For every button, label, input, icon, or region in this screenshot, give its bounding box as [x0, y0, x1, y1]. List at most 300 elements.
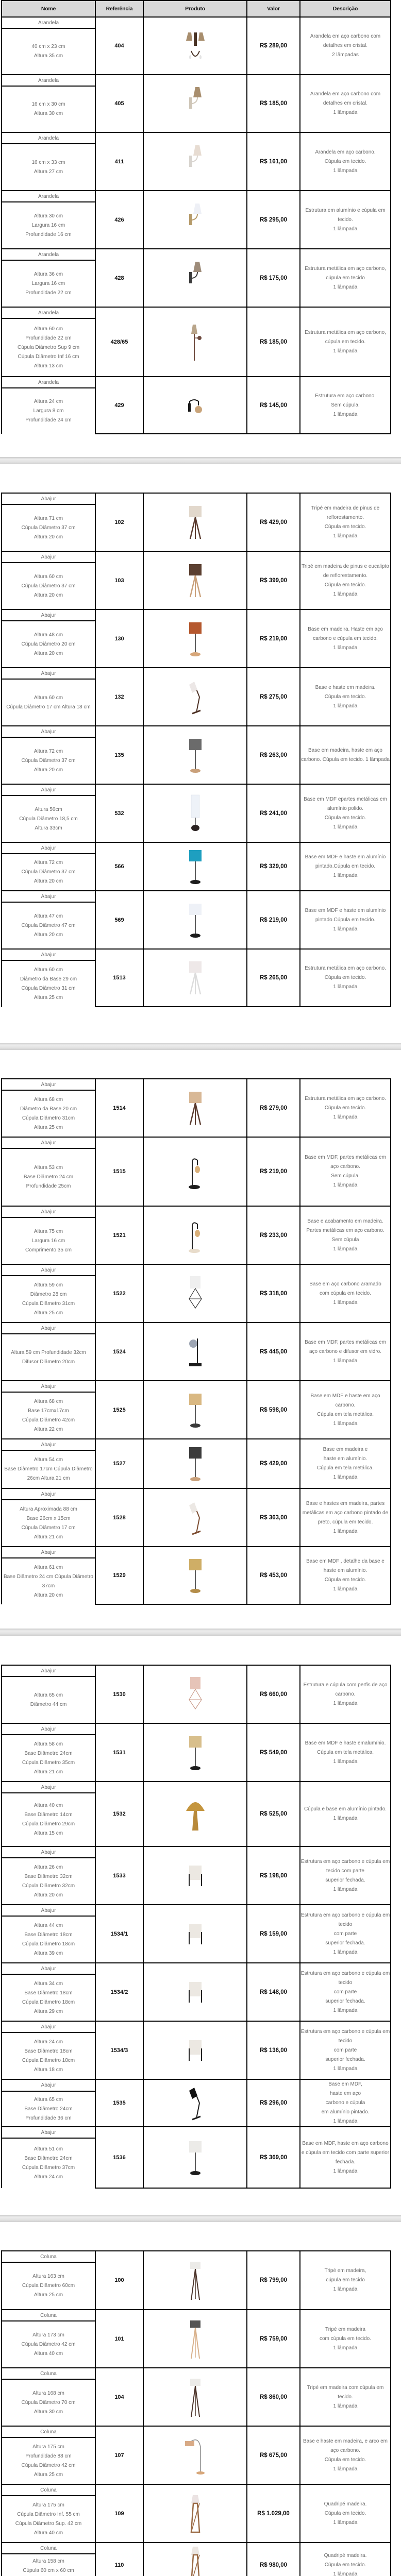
product-description: Quadripé madeira. Cúpula em tecido. 1 lâmpada — [300, 2484, 391, 2543]
product-reference: 1532 — [95, 1782, 143, 1846]
table-row — [2, 307, 391, 318]
product-image — [143, 2251, 247, 2310]
table-row — [2, 1264, 391, 1276]
product-description: Base e haste em madeira. Cúpula em tecido. 1 lâmpada — [300, 668, 391, 726]
product-price: R$ 185,00 — [247, 75, 300, 132]
product-description: Estrutura e cúpula com perfis de aço carbono. 1 lâmpada — [300, 1665, 391, 1723]
table-row — [2, 75, 391, 86]
product-price: R$ 799,00 — [247, 2251, 300, 2310]
product-description: Base em MDF e haste em aço carbono. Cúpula em tela metálica. 1 lâmpada — [300, 1381, 391, 1439]
product-name: Abajur — [2, 1782, 95, 1793]
drum-lamp-icon — [144, 1855, 246, 1896]
product-name: Abajur — [2, 1547, 95, 1558]
product-name: Abajur — [2, 1846, 95, 1858]
arc-floor-lamp-icon — [144, 2435, 246, 2476]
product-dimensions: Altura 72 cm Cúpula Diâmetro 37 cm Altura 20 cm — [2, 854, 95, 891]
product-reference: 1535 — [95, 2079, 143, 2127]
product-reference: 428/65 — [95, 307, 143, 377]
header-referencia: Referência — [95, 1, 143, 17]
product-price: R$ 198,00 — [247, 1846, 300, 1905]
product-dimensions: Altura 68 cm Diâmetro da Base 20 cm Cúpula Diâmetro 31cm Altura 25 cm — [2, 1090, 95, 1137]
product-reference: 104 — [95, 2368, 143, 2426]
drum-lamp-icon — [144, 2030, 246, 2071]
product-reference: 1527 — [95, 1439, 143, 1488]
product-price: R$ 241,00 — [247, 784, 300, 842]
product-image — [143, 377, 247, 434]
table-row — [2, 2543, 391, 2554]
product-dimensions: Altura 75 cm Largura 16 cm Comprimento 35 cm — [2, 1217, 95, 1264]
product-description: Tripé em madeira de pinus de reflorestamento. Cúpula em tecido. 1 lâmpada — [300, 493, 391, 551]
table-lamp-icon — [144, 618, 246, 659]
product-image — [143, 1439, 247, 1488]
product-reference: 1528 — [95, 1488, 143, 1547]
tripod-lamp-icon — [144, 957, 246, 998]
page-separator — [0, 1043, 401, 1050]
product-table — [1, 1078, 391, 1605]
product-price: R$ 329,00 — [247, 842, 300, 891]
product-reference: 132 — [95, 668, 143, 726]
product-image — [143, 2426, 247, 2484]
product-price: R$ 279,00 — [247, 1079, 300, 1137]
product-dimensions: Altura Aproximada 88 cm Base 26cm x 15cm Cúpula Diâmetro 17 cm Altura 21 cm — [2, 1500, 95, 1547]
table-row — [2, 1137, 391, 1148]
product-reference: 404 — [95, 17, 143, 75]
product-name: Abajur — [2, 1381, 95, 1392]
table-row — [2, 1905, 391, 1916]
product-image — [143, 2368, 247, 2426]
product-image — [143, 726, 247, 784]
table-row — [2, 949, 391, 960]
product-reference: 1534/2 — [95, 1963, 143, 2021]
product-image — [143, 75, 247, 132]
product-reference: 1530 — [95, 1665, 143, 1723]
product-description: Base em madeira e haste em alumínio. Cúpula em tela metálica. 1 lâmpada — [300, 1439, 391, 1488]
product-price: R$ 289,00 — [247, 17, 300, 75]
product-dimensions: Altura 44 cm Base Diâmetro 18cm Cúpula Diâmetro 18cm Altura 39 cm — [2, 1916, 95, 1963]
product-description: Base em MDF, partes metálicas em aço carbono e difusor em vidro. 1 lâmpada — [300, 1323, 391, 1381]
product-name: Arandela — [2, 249, 95, 260]
product-name: Arandela — [2, 307, 95, 318]
product-reference: 102 — [95, 493, 143, 551]
product-description: Estrutura em aço carbono. Sem cúpula. 1 lâmpada — [300, 377, 391, 434]
drum-lamp-icon — [144, 1972, 246, 2013]
product-name: Abajur — [2, 1137, 95, 1148]
product-dimensions: Altura 51 cm Base Diâmetro 24cm Cúpula Diâmetro 37cm Altura 24 cm — [2, 2138, 95, 2188]
product-reference: 1514 — [95, 1079, 143, 1137]
product-description: Estrutura em aço carbono e cúpula em tecido com parte superior fechada. 1 lâmpada — [300, 2021, 391, 2079]
product-description: Estrutura metálica em aço carbono, cúpula em tecido 1 lâmpada — [300, 249, 391, 307]
product-image — [143, 132, 247, 191]
product-image — [143, 1905, 247, 1963]
product-dimensions: Altura 61 cm Base Diâmetro 24 cm Cúpula Diâmetro 37cm Altura 20 cm — [2, 1558, 95, 1604]
product-image — [143, 1488, 247, 1547]
product-image — [143, 249, 247, 307]
table-row — [2, 1079, 391, 1090]
product-dimensions: 16 cm x 33 cm Altura 27 cm — [2, 144, 95, 191]
product-name: Abajur — [2, 1439, 95, 1450]
table-row — [2, 493, 391, 504]
product-description: Base em MDF epartes metálicas em alumínio polido. Cúpula em tecido. 1 lâmpada — [300, 784, 391, 842]
product-description: Arandela em aço carbono com detalhes em cristal. 2 lâmpadas — [300, 17, 391, 75]
product-dimensions: Altura 24 cm Largura 8 cm Profundidade 24 cm — [2, 388, 95, 434]
wire-lamp-icon — [144, 1674, 246, 1715]
product-price: R$ 525,00 — [247, 1782, 300, 1846]
product-description: Arandela em aço carbono com detalhes em cristal. 1 lâmpada — [300, 75, 391, 132]
product-image — [143, 1079, 247, 1137]
product-image — [143, 1206, 247, 1264]
header-nome: Nome — [2, 1, 95, 17]
product-reference: 566 — [95, 842, 143, 891]
product-name: Arandela — [2, 132, 95, 144]
product-price: R$ 549,00 — [247, 1723, 300, 1782]
product-dimensions: Altura 168 cm Cúpula Diâmetro 70 cm Altura 30 cm — [2, 2379, 95, 2426]
header-descricao: Descrição — [300, 1, 391, 17]
product-price: R$ 369,00 — [247, 2127, 300, 2188]
table-lamp-icon — [144, 735, 246, 776]
product-image — [143, 842, 247, 891]
product-price: R$ 453,00 — [247, 1547, 300, 1604]
product-image — [143, 949, 247, 1007]
product-dimensions: Altura 173 cm Cúpula Diâmetro 42 cm Altura 40 cm — [2, 2321, 95, 2368]
product-reference: 1524 — [95, 1323, 143, 1381]
product-dimensions: Altura 71 cm Cúpula Diâmetro 37 cm Altura 20 cm — [2, 504, 95, 551]
product-image — [143, 1665, 247, 1723]
table-row — [2, 609, 391, 621]
catalog-page — [0, 0, 401, 434]
product-price: R$ 860,00 — [247, 2368, 300, 2426]
desk-lamp-icon — [144, 676, 246, 718]
product-name: Abajur — [2, 1723, 95, 1735]
product-reference: 130 — [95, 609, 143, 668]
table-row — [2, 1963, 391, 1974]
product-price: R$ 148,00 — [247, 1963, 300, 2021]
product-image — [143, 1137, 247, 1206]
table-row — [2, 668, 391, 679]
product-description: Estrutura metálica em aço carbono, cúpula em tecido. 1 lâmpada — [300, 307, 391, 377]
product-name: Coluna — [2, 2251, 95, 2262]
product-price: R$ 219,00 — [247, 609, 300, 668]
product-dimensions: Altura 47 cm Cúpula Diâmetro 47 cm Altura 20 cm — [2, 902, 95, 949]
product-name: Arandela — [2, 17, 95, 28]
product-price: R$ 136,00 — [247, 2021, 300, 2079]
product-dimensions: Altura 163 cm Cúpula Diâmetro 60cm Altura 25 cm — [2, 2262, 95, 2310]
product-reference: 1529 — [95, 1547, 143, 1604]
product-reference: 1522 — [95, 1264, 143, 1323]
product-description: Quadripé madeira. Cúpula em tecido. 1 lâmpada — [300, 2543, 391, 2576]
product-description: Base em madeira. Haste em aço carbono e cúpula em tecido. 1 lâmpada — [300, 609, 391, 668]
product-image — [143, 2484, 247, 2543]
product-dimensions: Altura 68 cm Base 17cmx17cm Cúpula Diâmetro 42cm Altura 22 cm — [2, 1392, 95, 1439]
product-reference: 1525 — [95, 1381, 143, 1439]
product-description: Estrutura em aço carbono e cúpula em tecido com parte superior fechada. 1 lâmpada — [300, 1963, 391, 2021]
header-valor: Valor — [247, 1, 300, 17]
product-description: Estrutura em aço carbono e cúpula em tecido com parte superior fechada. 1 lâmpada — [300, 1905, 391, 1963]
product-dimensions: Altura 72 cm Cúpula Diâmetro 37 cm Altura 20 cm — [2, 737, 95, 784]
product-dimensions: Altura 30 cm Largura 16 cm Profundidade 16 cm — [2, 202, 95, 249]
product-price: R$ 159,00 — [247, 1905, 300, 1963]
product-reference: 426 — [95, 191, 143, 249]
product-image — [143, 1782, 247, 1846]
product-dimensions: Altura 36 cm Largura 16 cm Profundidade 22 cm — [2, 260, 95, 307]
product-name: Abajur — [2, 1206, 95, 1217]
table-row — [2, 1782, 391, 1793]
catalog-page — [0, 493, 401, 1007]
product-name: Abajur — [2, 2127, 95, 2138]
product-table — [1, 0, 391, 434]
catalog-page — [0, 1665, 401, 2189]
product-reference: 1533 — [95, 1846, 143, 1905]
product-dimensions: Altura 175 cm Cúpula Diâmetro Inf. 55 cm Cúpula Diâmetro Sup. 42 cm Altura 40 cm — [2, 2496, 95, 2543]
product-price: R$ 318,00 — [247, 1264, 300, 1323]
product-image — [143, 2543, 247, 2576]
product-table — [1, 493, 391, 1007]
product-dimensions: Altura 26 cm Base Diâmetro 32cm Cúpula Diâmetro 32cm Altura 20 cm — [2, 1858, 95, 1905]
product-name: Arandela — [2, 377, 95, 388]
product-price: R$ 363,00 — [247, 1488, 300, 1547]
product-reference: 429 — [95, 377, 143, 434]
product-image — [143, 1323, 247, 1381]
globe-lamp-icon — [144, 1331, 246, 1372]
product-dimensions: Altura 60 cm Diâmetro da Base 29 cm Cúpula Diâmetro 31 cm Altura 25 cm — [2, 960, 95, 1007]
product-description: Base em aço carbono aramado com cúpula em tecido. 1 lâmpada — [300, 1264, 391, 1323]
wall-lamp-icon — [144, 141, 246, 182]
tripod-lamp-icon — [144, 560, 246, 601]
product-price: R$ 233,00 — [247, 1206, 300, 1264]
product-price: R$ 175,00 — [247, 249, 300, 307]
product-name: Abajur — [2, 2021, 95, 2032]
product-name: Abajur — [2, 1323, 95, 1334]
product-description: Estrutura metálica em aço carbono. Cúpula em tecido. 1 lâmpada — [300, 1079, 391, 1137]
product-dimensions: Altura 65 cm Base Diâmetro 24cm Profundidade 36 cm — [2, 2091, 95, 2127]
product-dimensions: Altura 158 cm Cúpula 60 cm x 60 cm — [2, 2554, 95, 2576]
product-image — [143, 1381, 247, 1439]
tripod-lamp-icon — [144, 1088, 246, 1129]
table-row — [2, 1846, 391, 1858]
wall-lamp-icon — [144, 83, 246, 124]
page-separator — [0, 2215, 401, 2222]
product-image — [143, 2127, 247, 2188]
product-price: R$ 759,00 — [247, 2310, 300, 2368]
product-image — [143, 1264, 247, 1323]
product-name: Abajur — [2, 949, 95, 960]
table-row — [2, 1439, 391, 1450]
product-reference: 411 — [95, 132, 143, 191]
product-price: R$ 429,00 — [247, 1439, 300, 1488]
product-price: R$ 598,00 — [247, 1381, 300, 1439]
product-description: Base em MDF, partes metálicas em aço carbono. Sem cúpula. 1 lâmpada — [300, 1137, 391, 1206]
table-lamp-icon — [144, 846, 246, 887]
product-description: Base em MDF e haste em alumínio pintado.Cúpula em tecido. 1 lâmpada — [300, 891, 391, 949]
product-reference: 107 — [95, 2426, 143, 2484]
product-description: Base em MDF, haste em aço carbono e cúpula em tecido com parte superior fechada. 1 lâmpada — [300, 2127, 391, 2188]
product-description: Tripé em madeira com cúpula em tecido. 1 lâmpada — [300, 2310, 391, 2368]
product-reference: 1521 — [95, 1206, 143, 1264]
product-name: Abajur — [2, 668, 95, 679]
desk-lamp-icon — [144, 1497, 246, 1538]
product-name: Arandela — [2, 75, 95, 86]
wall-lamp-double-icon — [144, 25, 246, 66]
product-name: Abajur — [2, 2079, 95, 2091]
product-name: Abajur — [2, 891, 95, 902]
page-separator — [0, 1629, 401, 1636]
product-dimensions: Altura 40 cm Base Diâmetro 14cm Cúpula Diâmetro 29cm Altura 15 cm — [2, 1793, 95, 1846]
table-row — [2, 377, 391, 388]
product-dimensions: Altura 60 cm Profundidade 22 cm Cúpula Diâmetro Sup 9 cm Cúpula Diâmetro Inf 16 cm Altura 13 cm — [2, 318, 95, 377]
product-price: R$ 296,00 — [247, 2079, 300, 2127]
page-separator — [0, 457, 401, 464]
product-description: Base em MDF e haste em alumínio pintado.Cúpula em tecido. 1 lâmpada — [300, 842, 391, 891]
table-row — [2, 2368, 391, 2379]
product-description: Estrutura em aço carbono e cúpula em tecido com parte superior fechada. 1 lâmpada — [300, 1846, 391, 1905]
table-header-row — [2, 1, 391, 17]
product-image — [143, 493, 247, 551]
product-name: Abajur — [2, 1264, 95, 1276]
floor-tripod-lamp-icon — [144, 2377, 246, 2418]
wire-lamp-icon — [144, 1273, 246, 1314]
product-price: R$ 1.029,00 — [247, 2484, 300, 2543]
product-description: Base e acabamento em madeira. Partes metálicas em aço carbono. Sem cúpula 1 lâmpada — [300, 1206, 391, 1264]
header-produto: Produto — [143, 1, 247, 17]
tripod-lamp-icon — [144, 502, 246, 543]
product-dimensions: Altura 175 cm Profundidade 88 cm Cúpula Diâmetro 42 cm Altura 25 cm — [2, 2437, 95, 2484]
product-image — [143, 551, 247, 609]
product-reference: 1515 — [95, 1137, 143, 1206]
product-description: Base em madeira, haste em aço carbono. Cúpula em tecido. 1 lâmpada — [300, 726, 391, 784]
product-image — [143, 17, 247, 75]
table-row — [2, 1206, 391, 1217]
catalog-page — [0, 1078, 401, 1605]
floor-tripod-lamp-icon — [144, 2318, 246, 2360]
product-dimensions: Altura 60 cm Cúpula Diâmetro 17 cm Altura 18 cm — [2, 679, 95, 726]
bulb-lamp-icon — [144, 1151, 246, 1192]
product-reference: 110 — [95, 2543, 143, 2576]
product-dimensions: Altura 34 cm Base Diâmetro 18cm Cúpula Diâmetro 18cm Altura 29 cm — [2, 1974, 95, 2021]
table-row — [2, 1381, 391, 1392]
product-dimensions: Altura 58 cm Base Diâmetro 24cm Cúpula Diâmetro 35cm Altura 21 cm — [2, 1735, 95, 1782]
product-image — [143, 1963, 247, 2021]
product-price: R$ 429,00 — [247, 493, 300, 551]
table-row — [2, 1547, 391, 1558]
product-image — [143, 191, 247, 249]
product-name: Abajur — [2, 842, 95, 854]
table-row — [2, 1488, 391, 1500]
product-image — [143, 2079, 247, 2127]
product-name: Abajur — [2, 726, 95, 737]
table-row — [2, 191, 391, 202]
product-image — [143, 307, 247, 377]
floor-tripod-lamp-icon — [144, 2260, 246, 2301]
product-description: Base e hastes em madeira, partes metálicas em aço carbono pintado de preto, cúpula em tecido. 1 lâmpada — [300, 1488, 391, 1547]
table-lamp-icon — [144, 900, 246, 941]
mushroom-lamp-icon — [144, 1793, 246, 1835]
product-price: R$ 161,00 — [247, 132, 300, 191]
product-reference: 1531 — [95, 1723, 143, 1782]
product-image — [143, 1846, 247, 1905]
product-image — [143, 2310, 247, 2368]
table-row — [2, 2251, 391, 2262]
desk-lamp-icon — [144, 2082, 246, 2124]
product-reference: 109 — [95, 2484, 143, 2543]
product-image — [143, 668, 247, 726]
table-row — [2, 2310, 391, 2321]
product-name: Abajur — [2, 493, 95, 504]
table-row — [2, 2079, 391, 2091]
product-table — [1, 2250, 391, 2576]
product-price: R$ 145,00 — [247, 377, 300, 434]
floor-quadripod-lamp-icon — [144, 2545, 246, 2576]
table-row — [2, 2484, 391, 2496]
drum-lamp-icon — [144, 1913, 246, 1955]
product-description: Cúpula e base em alumínio pintado. 1 lâmpada — [300, 1782, 391, 1846]
table-lamp-icon — [144, 2137, 246, 2178]
product-description: Estrutura metálica em aço carbono. Cúpula em tecido. 1 lâmpada — [300, 949, 391, 1007]
table-row — [2, 842, 391, 854]
product-image — [143, 1723, 247, 1782]
product-price: R$ 660,00 — [247, 1665, 300, 1723]
tall-shade-lamp-icon — [144, 793, 246, 834]
table-row — [2, 891, 391, 902]
product-name: Arandela — [2, 191, 95, 202]
product-reference: 100 — [95, 2251, 143, 2310]
product-image — [143, 1547, 247, 1604]
product-price: R$ 219,00 — [247, 1137, 300, 1206]
product-description: Base e haste em madeira, e arco em aço carbono. Cúpula em tecido. 1 lâmpada — [300, 2426, 391, 2484]
product-description: Tripé em madeira, cúpula em tecido 1 lâmpada — [300, 2251, 391, 2310]
product-price: R$ 399,00 — [247, 551, 300, 609]
product-name: Coluna — [2, 2310, 95, 2321]
table-row — [2, 2426, 391, 2437]
product-price: R$ 980,00 — [247, 2543, 300, 2576]
product-image — [143, 2021, 247, 2079]
wall-lamp-icon — [144, 258, 246, 299]
table-row — [2, 1323, 391, 1334]
table-row — [2, 1665, 391, 1676]
product-description: Tripé em madeira de pinus e eucalipto de reflorestamento. Cúpula em tecido. 1 lâmpada — [300, 551, 391, 609]
table-lamp-icon — [144, 1732, 246, 1773]
product-description: Base em MDF , detalhe da base e haste em alumínio. Cúpula em tecido. 1 lâmpada — [300, 1547, 391, 1604]
product-dimensions: Altura 24 cm Base Diâmetro 18cm Cúpula Diâmetro 18cm Altura 18 cm — [2, 2032, 95, 2079]
product-name: Coluna — [2, 2368, 95, 2379]
product-name: Coluna — [2, 2426, 95, 2437]
product-name: Abajur — [2, 1963, 95, 1974]
table-row — [2, 2021, 391, 2032]
wall-bulb-icon — [144, 385, 246, 426]
table-lamp-icon — [144, 1555, 246, 1596]
product-reference: 405 — [95, 75, 143, 132]
catalog-page — [0, 2250, 401, 2576]
product-description: Estrutura em alumínio e cúpula em tecido. 1 lâmpada — [300, 191, 391, 249]
product-reference: 428 — [95, 249, 143, 307]
product-dimensions: Altura 59 cm Diâmetro 28 cm Cúpula Diâmetro 31cm Altura 25 cm — [2, 1276, 95, 1323]
table-row — [2, 784, 391, 795]
product-price: R$ 445,00 — [247, 1323, 300, 1381]
product-description: Arandela em aço carbono. Cúpula em tecido. 1 lâmpada — [300, 132, 391, 191]
product-name: Abajur — [2, 1079, 95, 1090]
product-reference: 135 — [95, 726, 143, 784]
product-reference: 569 — [95, 891, 143, 949]
product-dimensions: Altura 60 cm Cúpula Diâmetro 37 cm Altura 20 cm — [2, 563, 95, 609]
product-image — [143, 891, 247, 949]
product-price: R$ 265,00 — [247, 949, 300, 1007]
product-reference: 1534/1 — [95, 1905, 143, 1963]
product-description: Base em MDF e haste emalumínio. Cúpula em tela metálica. 1 lâmpada — [300, 1723, 391, 1782]
product-name: Abajur — [2, 1905, 95, 1916]
table-row — [2, 17, 391, 28]
product-name: Abajur — [2, 609, 95, 621]
table-row — [2, 249, 391, 260]
floor-quadripod-lamp-icon — [144, 2493, 246, 2534]
product-dimensions: Altura 65 cm Diâmetro 44 cm — [2, 1676, 95, 1723]
